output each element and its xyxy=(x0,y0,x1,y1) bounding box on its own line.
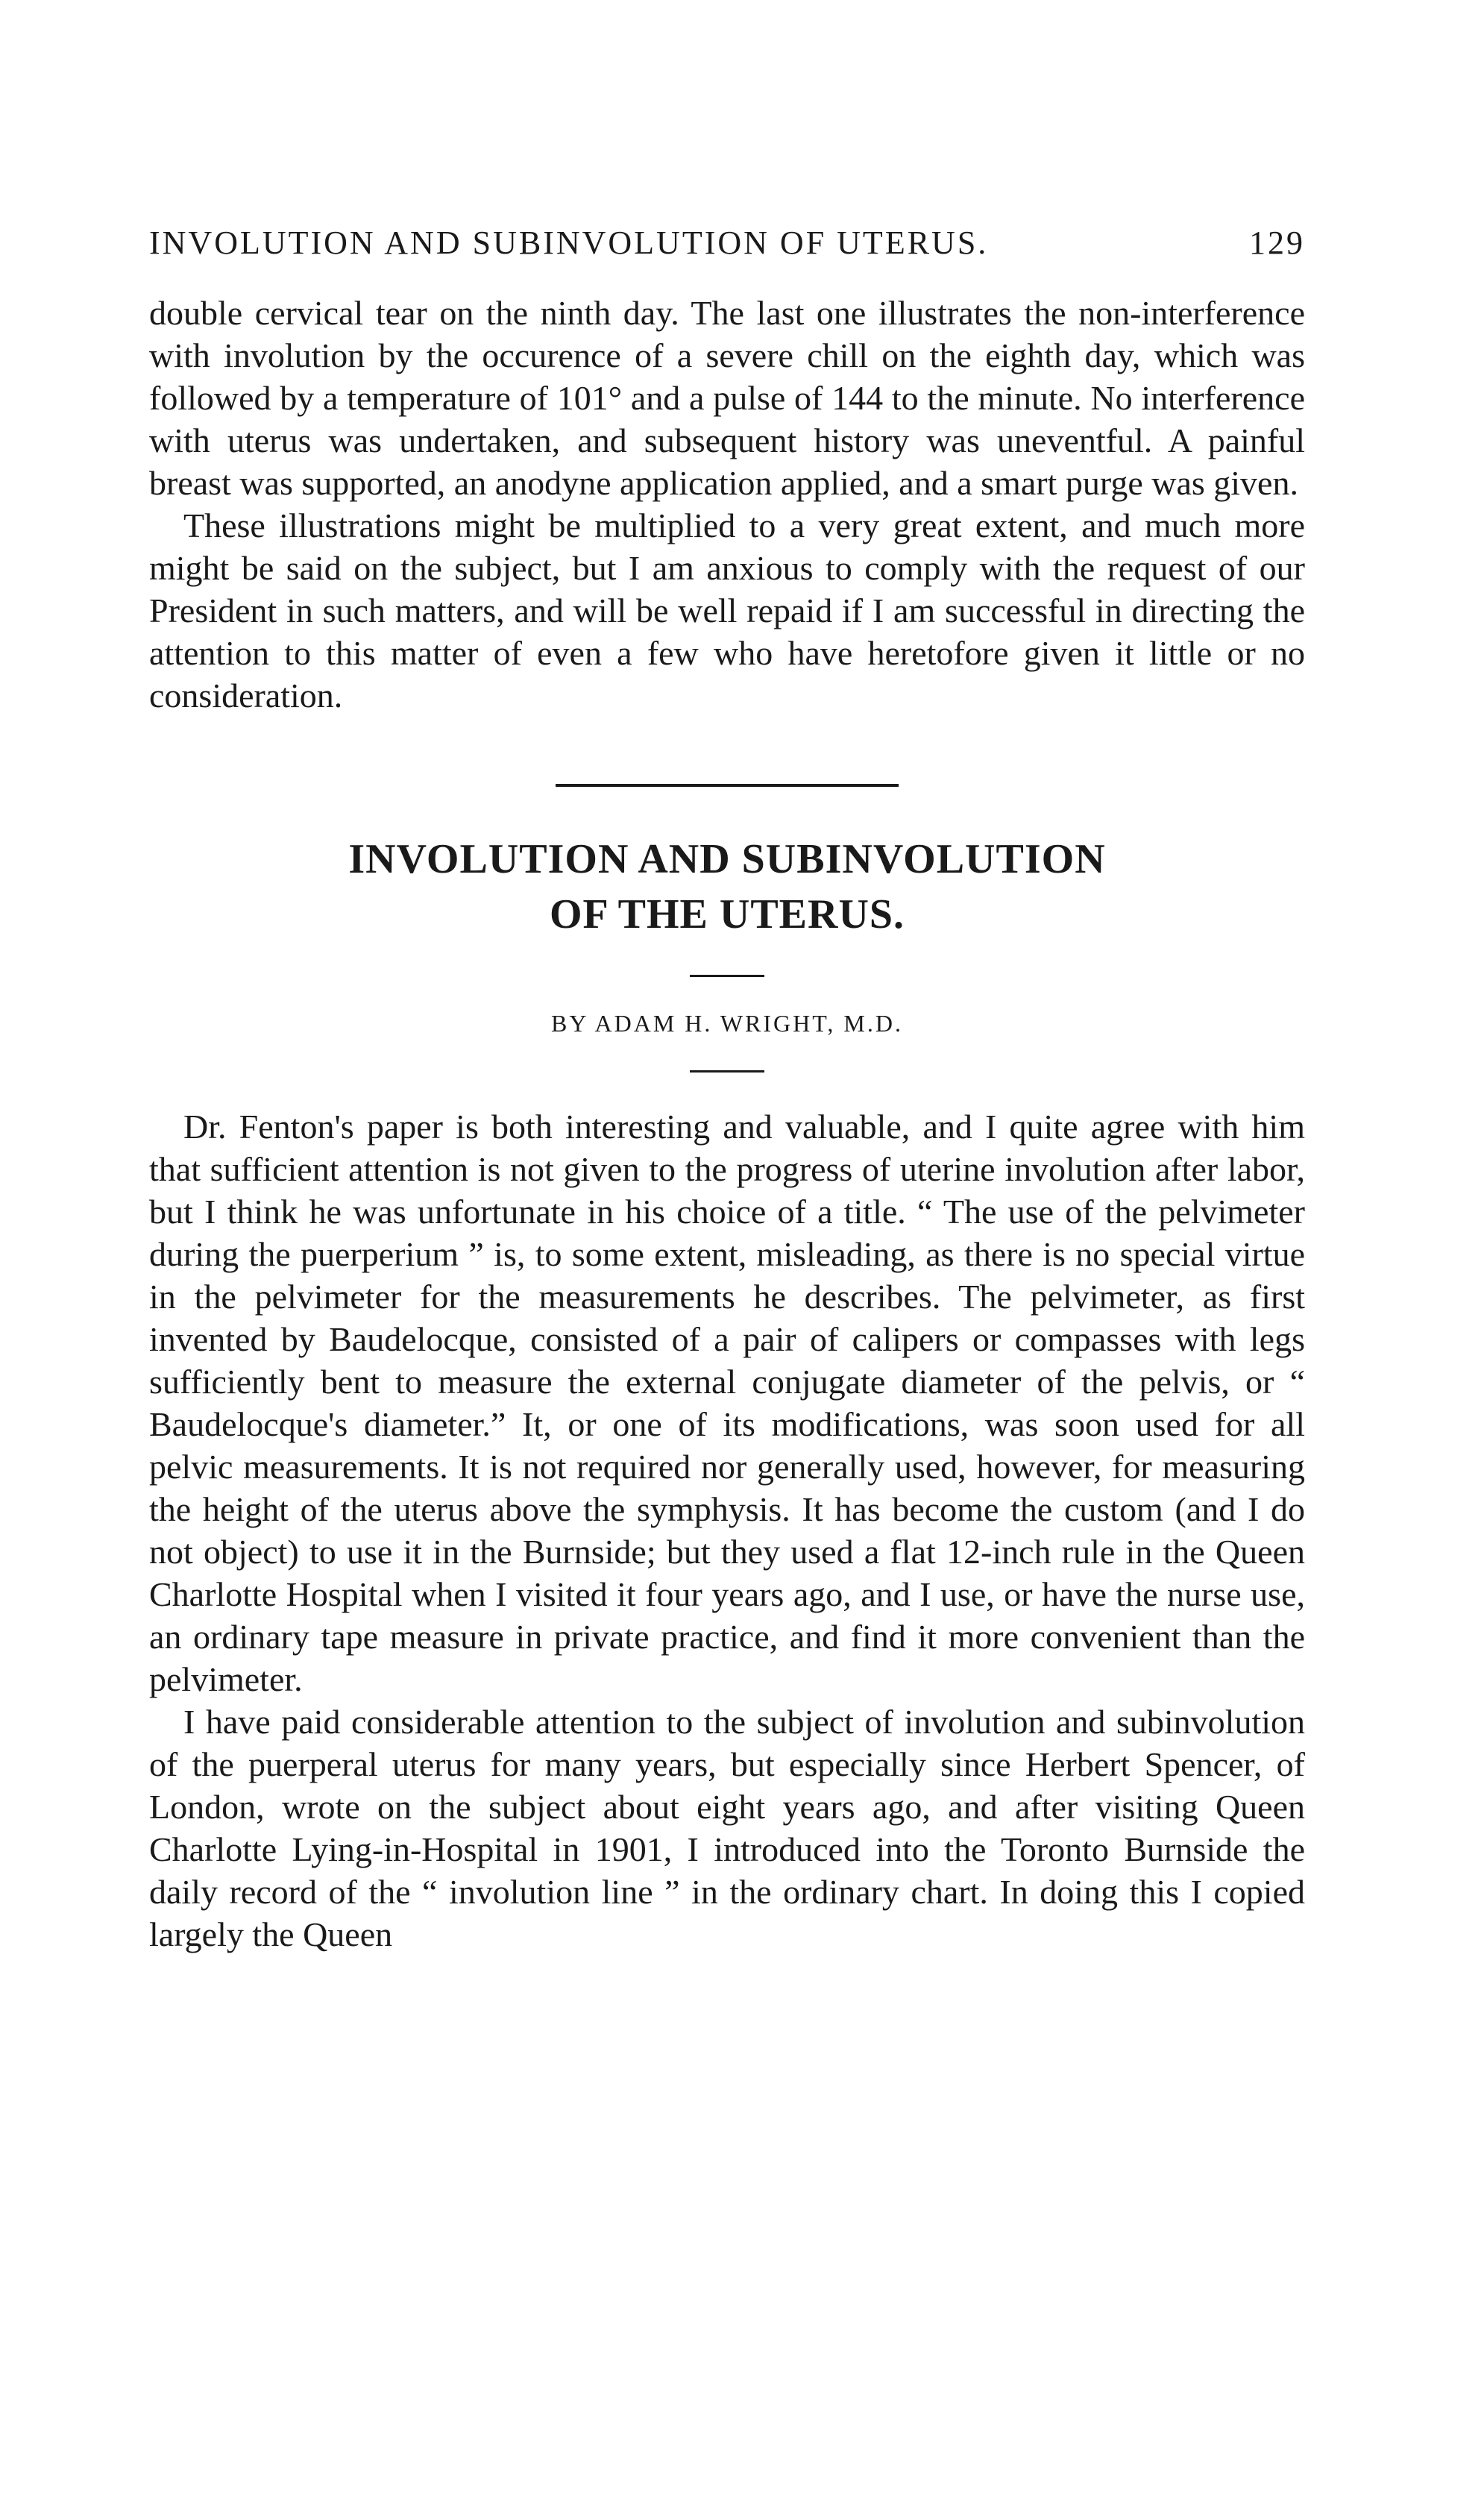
article-body xyxy=(149,1105,1305,1956)
section-divider xyxy=(556,784,899,787)
paragraph: double cervical tear on the ninth day. The last one illustrates the non-interference with involution by the occurence of a severe chill on the eighth day, which was followed by a temperature of 101° and a pulse of 144 to the minute. No interference with uterus was undertaken, and subsequent history was uneventful. A painful breast was supported, an anodyne application applied, and a smart purge was given. xyxy=(149,294,1305,502)
article-title-line-1: INVOLUTION AND SUBINVOLUTION xyxy=(348,836,1106,882)
paragraph: Dr. Fenton's paper is both interesting and valuable, and I quite agree with him that sufficient attention is not given to the progress of uterine involution after labor, but I think he was unfortunate in his choice of a title. “ The use of the pelvimeter during the puerperium ” is, to some extent, misleading, as there is no special virtue in the pelvimeter for the measurements he describes. The pelvimeter, as first invented by Baudelocque, consisted of a pair of calipers or compasses with legs sufficiently bent to measure the external conjugate diameter of the pelvis, or “ Baudelocque's diameter.” It, or one of its modifications, was soon used for all pelvic measurements. It is not required nor generally used, however, for measuring the height of the uterus above the symphysis. It has become the custom (and I do not object) to use it in the Burnside; but they used a flat 12-inch rule in the Queen Charlotte Hospital when I visited it four years ago, and I use, or have the nurse use, an ordinary tape measure in private practice, and find it more convenient than the pelvimeter. xyxy=(149,1108,1305,1698)
byline: BY ADAM H. WRIGHT, M.D. xyxy=(551,1010,903,1037)
paragraph: I have paid considerable attention to the subject of involution and subinvolution of the puerperal uterus for many years, but especially since Herbert Spencer, of London, wrote on the subject about eight years ago, and after visiting Queen Charlotte Lying-in-Hospital in 1901, I introduced into the Toronto Burnside the daily record of the “ involution line ” in the ordinary chart. In doing this I copied largely the Queen xyxy=(149,1703,1305,1953)
article-title-line-2: OF THE UTERUS. xyxy=(549,891,905,938)
previous-article-text xyxy=(149,292,1305,717)
page-number: 129 xyxy=(1249,224,1305,261)
article-title xyxy=(149,832,1305,942)
running-head-title: INVOLUTION AND SUBINVOLUTION OF UTERUS. xyxy=(149,224,989,261)
title-rule-bottom xyxy=(690,1070,764,1073)
paragraph: These illustrations might be multiplied to a very great extent, and much more might be said on the subject, but I am anxious to comply with the request of our President in such matters, and will be well repaid if I am successful in directing the attention to this matter of even a few who have heretofore given it little or no consideration. xyxy=(149,506,1305,715)
title-rule-top xyxy=(690,975,764,977)
document-page xyxy=(149,224,1305,1956)
running-head xyxy=(149,224,1305,262)
